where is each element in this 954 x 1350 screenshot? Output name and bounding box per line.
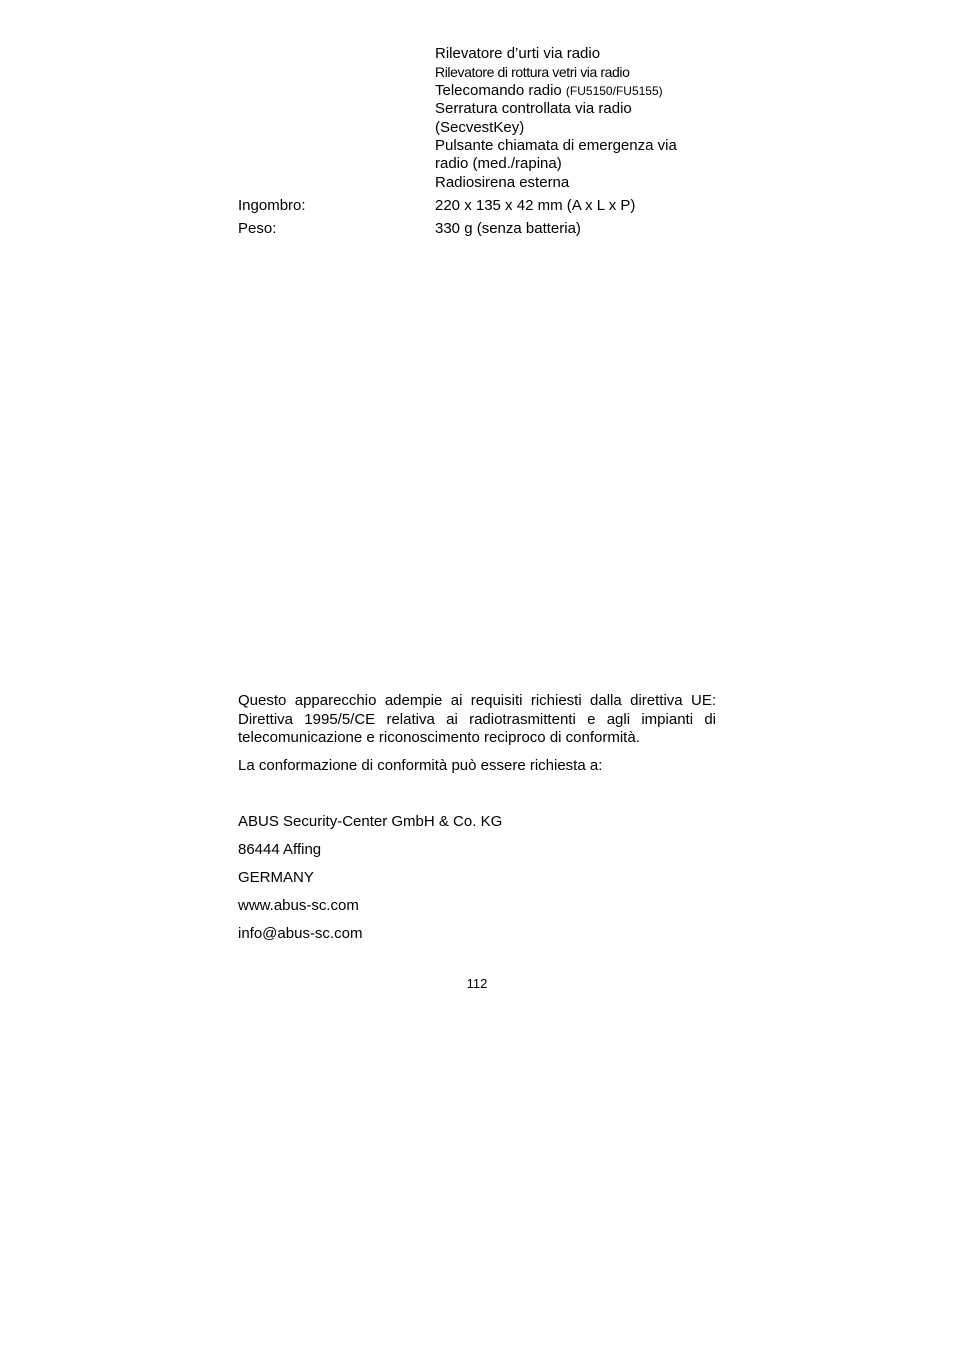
spec-weight-value: 330 g (senza batteria) — [435, 220, 581, 237]
address-website: www.abus-sc.com — [238, 897, 359, 914]
device-panic-button-detail: radio (med./rapina) — [435, 155, 562, 173]
compatible-devices-list — [435, 45, 735, 192]
device-remote-control — [435, 82, 735, 100]
conformity-statement: Questo apparecchio adempie ai requisiti richiesti dalla direttiva UE: Direttiva 1995/5/CE relativa ai radiotrasmittenti e agli impianti di telecomunicazione e riconoscimento reciproco di conformità. — [238, 692, 716, 747]
spec-dimensions-label: Ingombro: — [238, 197, 306, 214]
device-shock-detector: Rilevatore d’urti via radio — [435, 45, 601, 62]
spec-dimensions-row — [238, 197, 738, 215]
manufacturer-address — [238, 813, 502, 953]
spec-dimensions-value: 220 x 135 x 42 mm (A x L x P) — [435, 197, 636, 214]
address-company: ABUS Security-Center GmbH & Co. KG — [238, 813, 503, 830]
address-city: 86444 Affing — [238, 841, 322, 858]
device-outdoor-siren: Radiosirena esterna — [435, 173, 570, 191]
device-radio-lock-name: (SecvestKey) — [435, 118, 525, 136]
address-country: GERMANY — [238, 869, 314, 886]
spec-weight-row — [238, 220, 738, 238]
device-remote-control-label: Telecomando radio — [435, 81, 562, 99]
device-glass-break-detector: Rilevatore di rottura vetri via radio — [435, 64, 630, 81]
spec-weight-label: Peso: — [238, 220, 277, 237]
device-radio-lock: Serratura controllata via radio — [435, 100, 632, 118]
page-number: 112 — [466, 976, 488, 991]
conformity-request-text: La conformazione di conformità può essere richiesta a: — [238, 757, 603, 774]
address-email: info@abus-sc.com — [238, 925, 363, 942]
device-remote-control-models: (FU5150/FU5155) — [565, 83, 663, 98]
device-panic-button: Pulsante chiamata di emergenza via — [435, 137, 677, 155]
